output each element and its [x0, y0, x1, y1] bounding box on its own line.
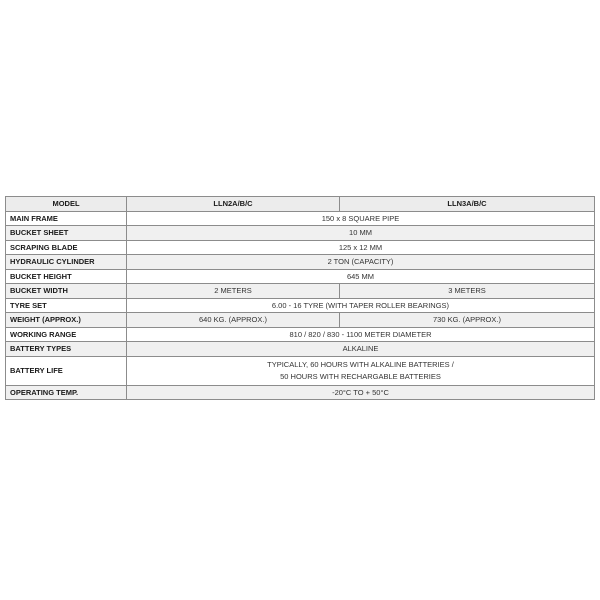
- row-value-working-range: 810 / 820 / 830 - 1100 METER DIAMETER: [127, 327, 595, 342]
- row-value-battery-types: ALKALINE: [127, 342, 595, 357]
- table-row: [6, 255, 595, 270]
- table-row: [6, 211, 595, 226]
- row-label-operating-temp: OPERATING TEMP.: [6, 385, 127, 400]
- row-value-tyre-set: 6.00 - 16 TYRE (WITH TAPER ROLLER BEARINGS): [127, 298, 595, 313]
- row-value-battery-life: [127, 356, 595, 385]
- table-header-row: [6, 197, 595, 212]
- table-row: [6, 342, 595, 357]
- row-value-bucket-height: 645 MM: [127, 269, 595, 284]
- row-label-weight: WEIGHT (APPROX.): [6, 313, 127, 328]
- battery-life-line-1: TYPICALLY, 60 HOURS WITH ALKALINE BATTERIES /: [267, 359, 454, 369]
- table-row: [6, 356, 595, 385]
- row-value-weight-lln3: 730 KG. (APPROX.): [340, 313, 595, 328]
- header-model-lln2: LLN2A/B/C: [127, 197, 340, 212]
- table-row: [6, 269, 595, 284]
- table-row: [6, 385, 595, 400]
- row-value-scraping-blade: 125 x 12 MM: [127, 240, 595, 255]
- header-model-label: MODEL: [6, 197, 127, 212]
- row-label-main-frame: MAIN FRAME: [6, 211, 127, 226]
- row-value-bucket-width-lln2: 2 METERS: [127, 284, 340, 299]
- row-value-hydraulic-cylinder: 2 TON (CAPACITY): [127, 255, 595, 270]
- row-label-scraping-blade: SCRAPING BLADE: [6, 240, 127, 255]
- row-value-main-frame: 150 x 8 SQUARE PIPE: [127, 211, 595, 226]
- battery-life-line-2: 50 HOURS WITH RECHARGABLE BATTERIES: [280, 371, 441, 381]
- row-value-weight-lln2: 640 KG. (APPROX.): [127, 313, 340, 328]
- row-label-hydraulic-cylinder: HYDRAULIC CYLINDER: [6, 255, 127, 270]
- row-label-battery-types: BATTERY TYPES: [6, 342, 127, 357]
- table-row: [6, 313, 595, 328]
- row-value-operating-temp: -20°C TO + 50°C: [127, 385, 595, 400]
- table-row: [6, 226, 595, 241]
- header-model-lln3: LLN3A/B/C: [340, 197, 595, 212]
- row-label-tyre-set: TYRE SET: [6, 298, 127, 313]
- row-label-working-range: WORKING RANGE: [6, 327, 127, 342]
- row-value-bucket-width-lln3: 3 METERS: [340, 284, 595, 299]
- table-row: [6, 240, 595, 255]
- row-value-bucket-sheet: 10 MM: [127, 226, 595, 241]
- row-label-bucket-height: BUCKET HEIGHT: [6, 269, 127, 284]
- table-row: [6, 284, 595, 299]
- spec-table: [5, 196, 595, 400]
- row-label-battery-life: BATTERY LIFE: [6, 356, 127, 385]
- table-row: [6, 298, 595, 313]
- row-label-bucket-width: BUCKET WIDTH: [6, 284, 127, 299]
- row-label-bucket-sheet: BUCKET SHEET: [6, 226, 127, 241]
- table-row: [6, 327, 595, 342]
